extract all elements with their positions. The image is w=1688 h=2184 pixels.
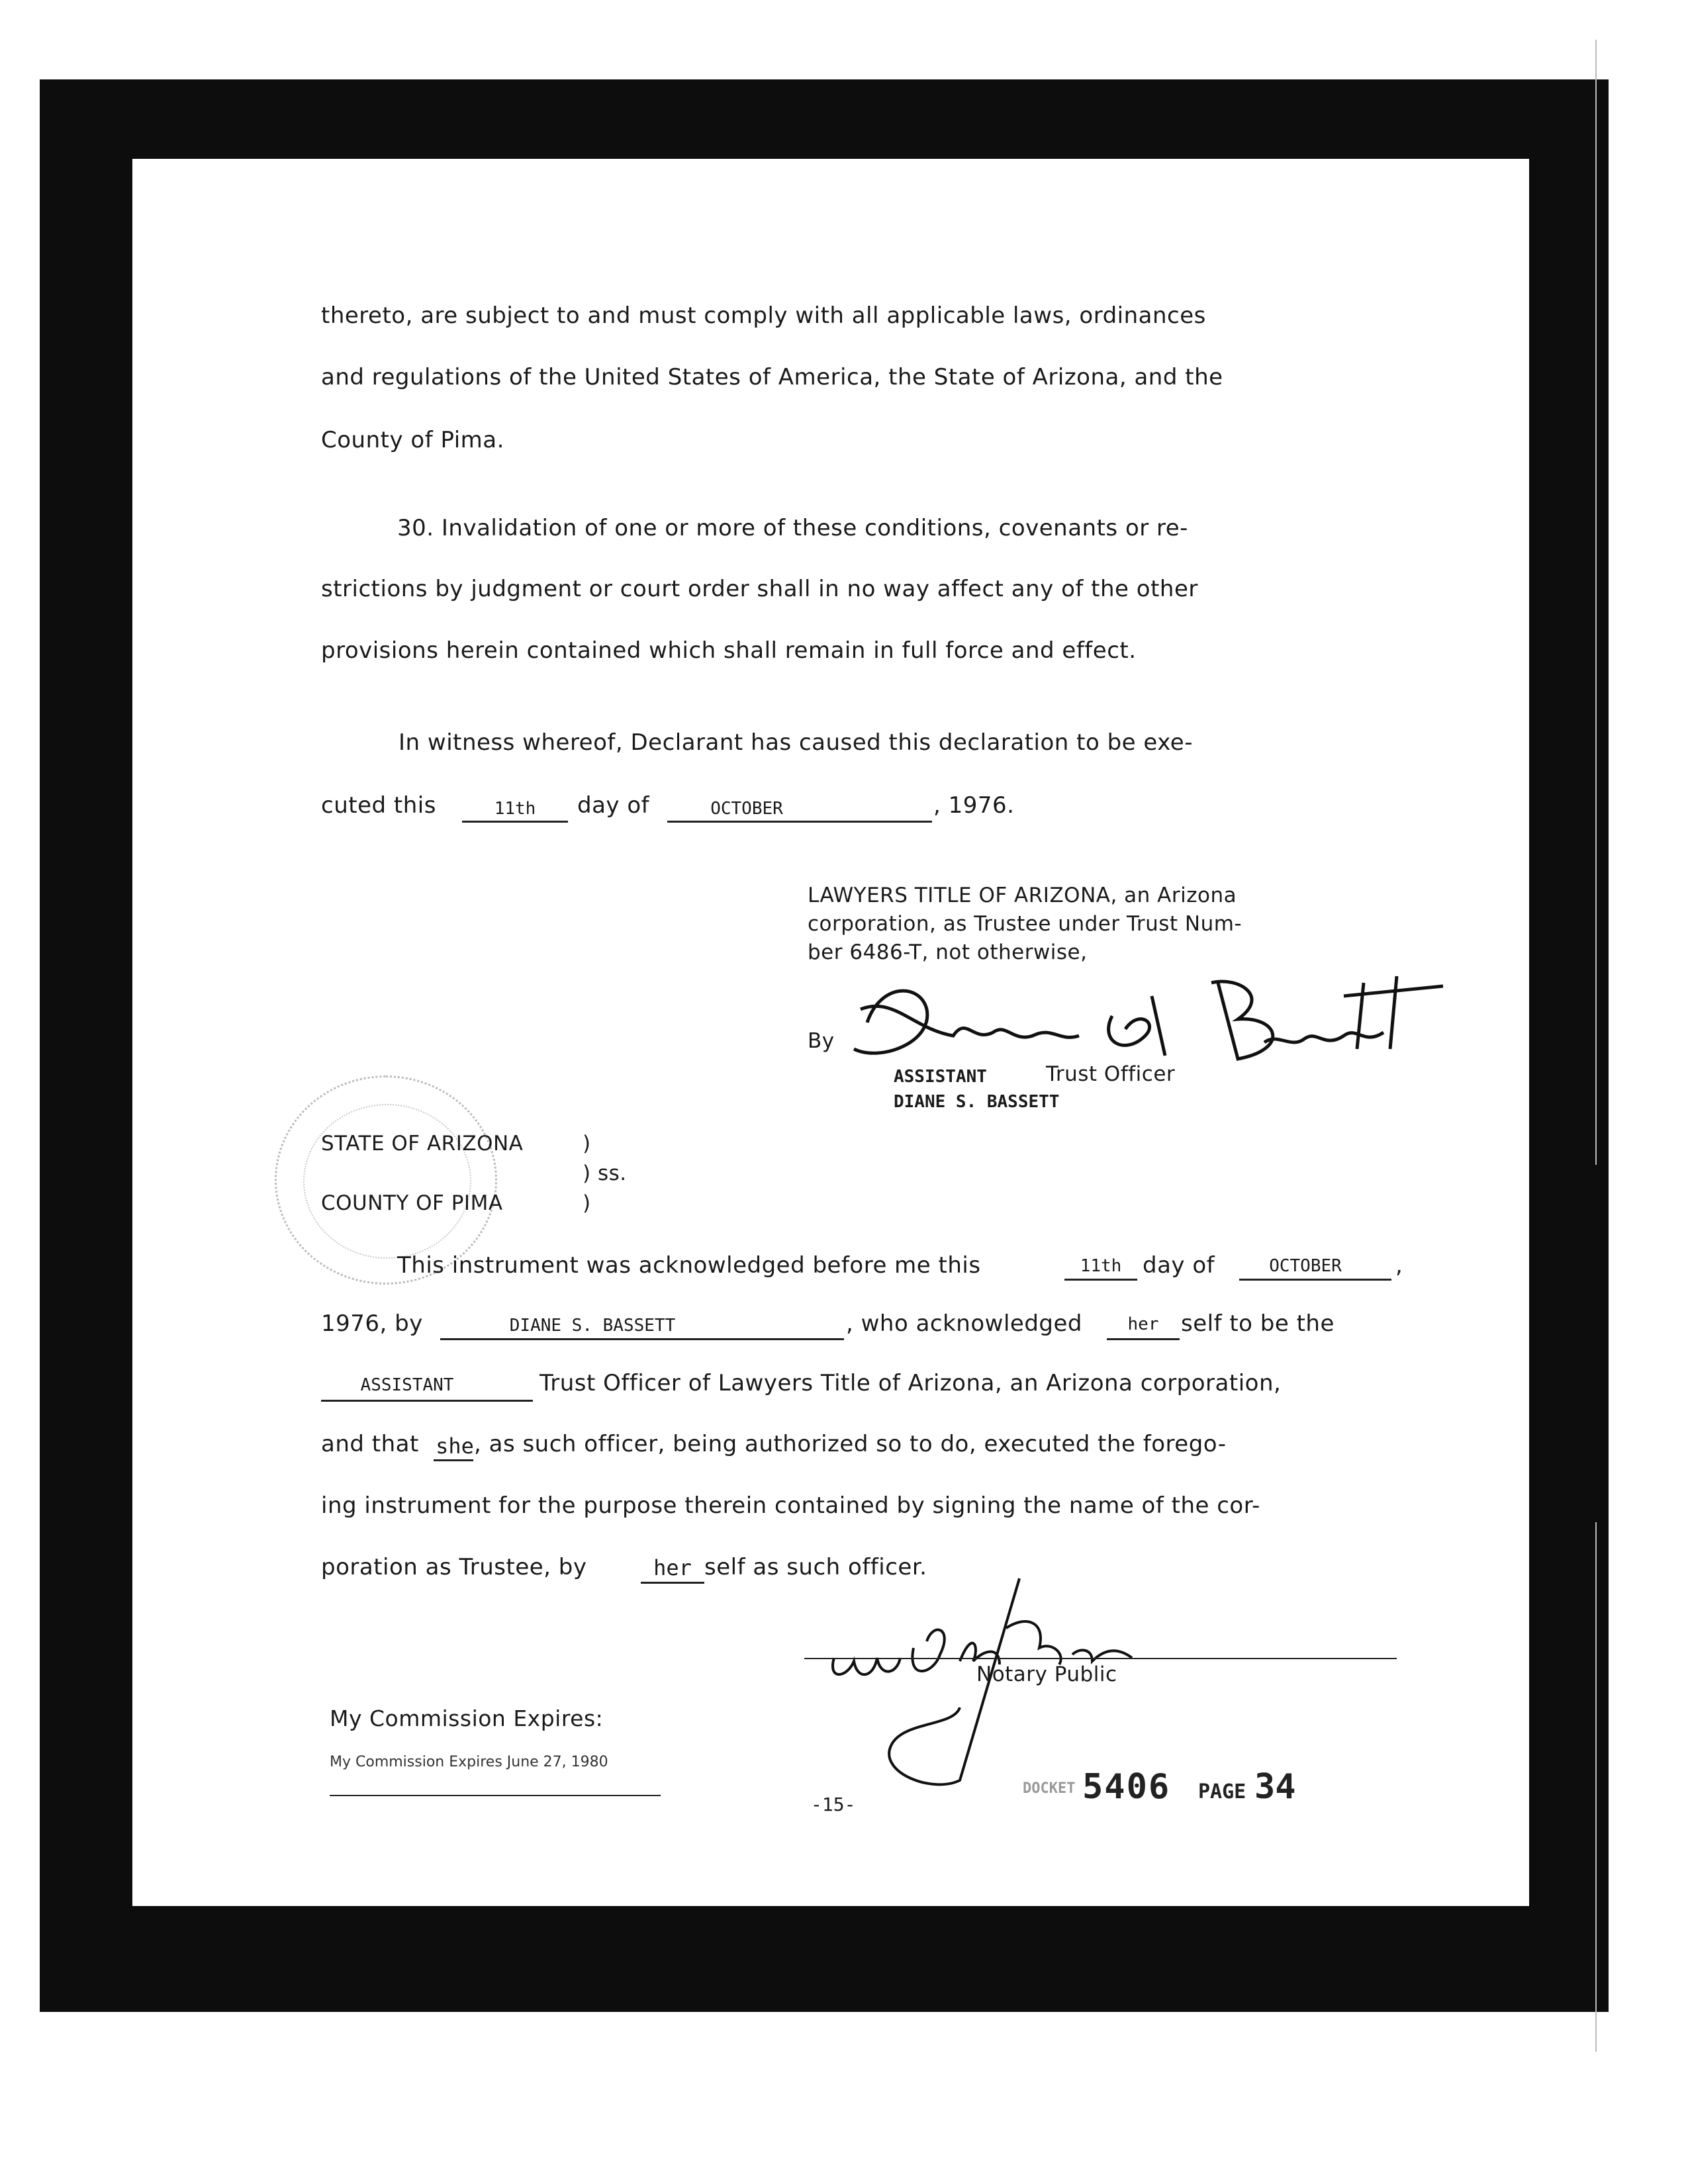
ack-month-underline (1239, 1279, 1391, 1281)
commission-stamp: My Commission Expires June 27, 1980 (330, 1754, 608, 1770)
docket-page-value: 34 (1254, 1767, 1296, 1807)
paragraph-30-line: strictions by judgment or court order shall in no way affect any of the other (321, 576, 1198, 602)
notary-seal-inner (303, 1104, 471, 1259)
by-label: By (808, 1029, 835, 1053)
witness-day-underline (462, 821, 568, 823)
ack-line3: Trust Officer of Lawyers Title of Arizona, an Arizona corporation, (539, 1370, 1282, 1396)
ack-line2-suffix: self to be the (1181, 1310, 1335, 1337)
venue-ss: ) ss. (583, 1161, 627, 1185)
ack-name-value: DIANE S. BASSETT (509, 1316, 676, 1336)
declarant-signature (841, 970, 1456, 1075)
witness-executed-prefix: cuted this (321, 792, 436, 819)
ack-day-value: 11th (1080, 1256, 1122, 1276)
ack-pronoun1-underline (1107, 1338, 1180, 1340)
ack-line2-mid: , who acknowledged (846, 1310, 1082, 1337)
declarant-line: corporation, as Trustee under Trust Num- (808, 912, 1243, 936)
ack-day-underline (1064, 1279, 1137, 1281)
declarant-title-printed: Trust Officer (1046, 1062, 1176, 1086)
declarant-line: ber 6486-T, not otherwise, (808, 940, 1088, 964)
ack-pronoun3-underline (641, 1582, 704, 1584)
scan-edge-line (1595, 40, 1597, 1165)
venue-county: COUNTY OF PIMA (321, 1191, 503, 1215)
scan-edge-line (1595, 1522, 1597, 2052)
page-number: -15- (811, 1794, 856, 1815)
witness-line: In witness whereof, Declarant has caused this declaration to be exe- (399, 729, 1193, 756)
notary-signature-line (804, 1658, 1397, 1659)
venue-bracket: ) (583, 1132, 591, 1156)
ack-line4-prefix: and that (321, 1431, 419, 1457)
venue-state: STATE OF ARIZONA (321, 1132, 524, 1156)
ack-line6-suffix: self as such officer. (704, 1554, 927, 1580)
docket-prefix: DOCKET (1023, 1780, 1076, 1797)
witness-month-underline (667, 821, 932, 823)
commission-label: My Commission Expires: (330, 1706, 604, 1731)
ack-pronoun2-value: she (436, 1433, 474, 1459)
paragraph-30-line: 30. Invalidation of one or more of these conditions, covenants or re- (397, 515, 1188, 541)
ack-line5: ing instrument for the purpose therein contained by signing the name of the cor- (321, 1492, 1260, 1519)
ack-day-of: day of (1143, 1252, 1215, 1279)
paragraph-continuation-line: thereto, are subject to and must comply with all applicable laws, ordinances (321, 302, 1206, 329)
declarant-title-typed: ASSISTANT (894, 1067, 987, 1087)
ack-title-value: ASSISTANT (360, 1375, 454, 1395)
ack-line1-prefix: This instrument was acknowledged before me this (397, 1252, 981, 1279)
ack-title-underline (321, 1400, 533, 1402)
ack-name-underline (440, 1338, 844, 1340)
docket-number: 5406 (1082, 1767, 1171, 1807)
declarant-line: LAWYERS TITLE OF ARIZONA, an Arizona (808, 884, 1237, 907)
paragraph-30-line: provisions herein contained which shall remain in full force and effect. (321, 637, 1137, 664)
paragraph-continuation-line: County of Pima. (321, 427, 504, 453)
witness-day-value: 11th (494, 799, 536, 819)
paragraph-continuation-line: and regulations of the United States of America, the State of Arizona, and the (321, 364, 1223, 390)
ack-line2-prefix: 1976, by (321, 1310, 423, 1337)
ack-line4-rest: , as such officer, being authorized so to do, executed the forego- (474, 1431, 1227, 1457)
ack-month-value: OCTOBER (1269, 1256, 1342, 1276)
ack-pronoun2-underline (434, 1459, 473, 1461)
ack-line6-prefix: poration as Trustee, by (321, 1554, 587, 1580)
ack-pronoun1-value: her (1127, 1314, 1159, 1334)
notary-label: Notary Public (976, 1662, 1117, 1686)
commission-underline (330, 1795, 661, 1796)
witness-month-value: OCTOBER (710, 799, 783, 819)
witness-day-of: day of (577, 792, 650, 819)
declarant-name-typed: DIANE S. BASSETT (894, 1092, 1060, 1112)
ack-line1-suffix: , (1395, 1252, 1403, 1279)
ack-pronoun3-value: her (653, 1555, 692, 1580)
docket-page-label: PAGE (1198, 1780, 1246, 1803)
venue-bracket: ) (583, 1191, 591, 1215)
witness-year: , 1976. (933, 792, 1015, 819)
